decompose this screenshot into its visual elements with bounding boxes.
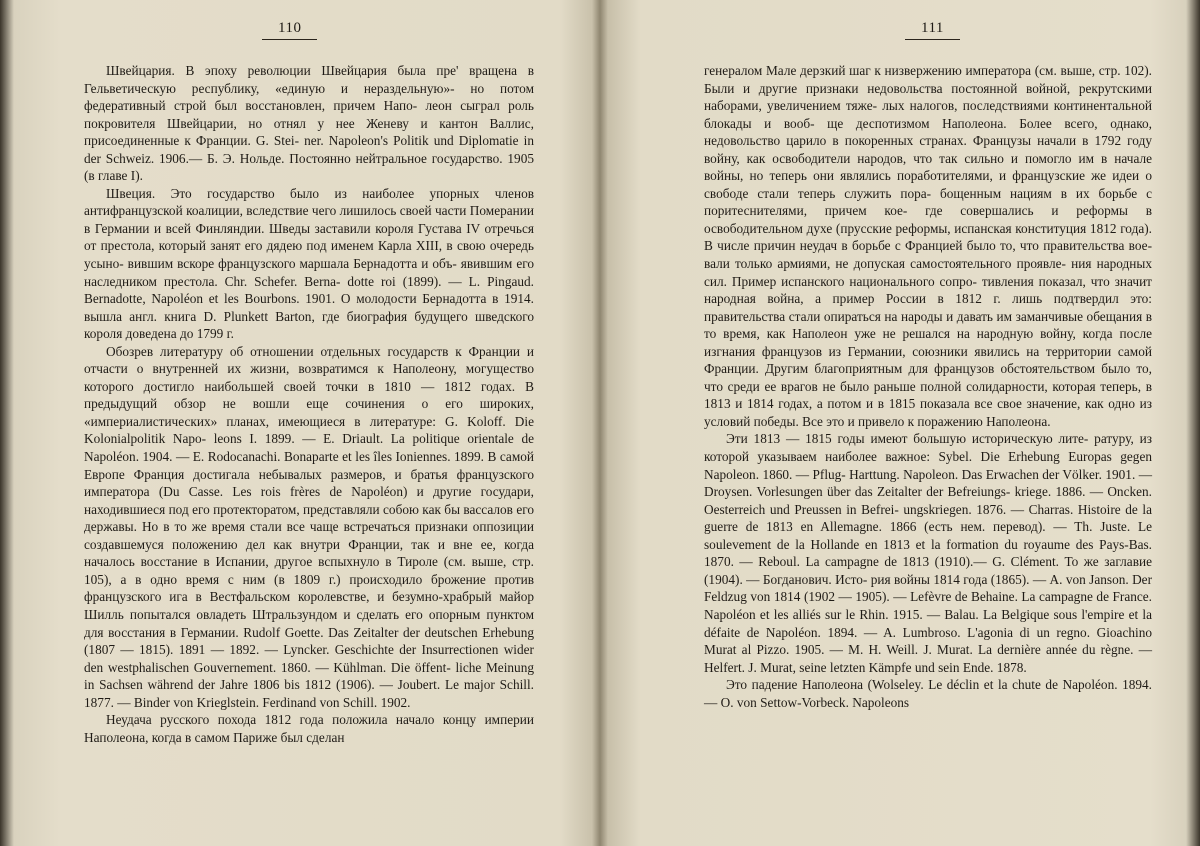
paragraph: генералом Мале дерзкий шаг к низвержению императора (см. выше, стр. 102). Были и другие признаки недовольства постоянной войной, рекрутскими наборами, увеличением тяже- лых налогов, последствиями континентальной блокады и вооб- ще деспотизмом Наполеона. Более всего, однако, недовольство царило в покоренных странах. Французы начали в 1792 году войну, как освободители народов, что так сильно и помогло им в начале войны, но теперь они являлись поработителями, и французские же идеи о свободе стали теперь служить пора- бощенным нациям в их борьбе с поритеснителями, причем кое- где совершались и реформы в освободительном духе (прусские реформы, испанская конституция 1812 года). В числе причин неудач в борьбе с Францией было то, что правительства вое- вали только армиями, не допуская самостоятельного проявле- ния народных сил. Пример испанского национального сопро- тивления показал, что значит народная война, а пример России в 1812 г. лишь подтвердил это: правительства стали опираться на народы и давать им заманчивые обещания в то время, как Наполеон уже не решался на народную войну, когда после изгнания французов из Германии, союзники явились на территории самой Франции. Другим благоприятным для французов обстоятельством было то, что среди ее врагов не было раньше полной солидарности, которая теперь, в 1813 и 1814 годах, а потом и в 1815 показала все свое значение, как одно из условий победы. Все это и привело к поражению Наполеона. xyxy=(704,63,1152,429)
page-number: 110 xyxy=(262,20,317,40)
paragraph: Неудача русского похода 1812 года положила начало концу империи Наполеона, когда в самом Париже был сделан xyxy=(84,712,534,745)
paragraph: Швеция. Это государство было из наиболее упорных членов антифранцузской коалиции, вследствие чего лишилось своей части Померании в Германии и всей Финляндии. Шведы заставили короля Густава IV отречься от престола, который занят его дядею под именем Карла XIII, в свою очередь усыно- вившим вскоре французского маршала Бернадотта и объ- явившим его наследником престола. Chr. Schefer. Berna- dotte roi (1899). — L. Pingaud. Bernadotte, Napoléon et les Bourbons. 1901. О молодости Бернадотта в 1914. вышла англ. книга D. Plunkett Barton, где биография будущего шведского короля доведена до 1799 г. xyxy=(84,185,534,342)
paragraph: Обозрев литературу об отношении отдельных государств к Франции и отчасти о внутренней их жизни, возвратимся к Наполеону, могущество которого достигло наибольшей своей точки в 1810 — 1812 годах. В предыдущий обзор не вошли еще сочинения о его широких, «империалистических» планах, имеющиеся в литературе: G. Koloff. Die Kolonialpolitik Napo- leons I. 1899. — E. Driault. La politique orientale de Napoléon. 1904. — E. Rodocanachi. Bonaparte et les îles Ioniennes. 1899. В самой Европе Франция достигала небывалых размеров, и братья французского императора (Du Casse. Les rois frères de Napoléon) и другие государи, находившиеся под его протекторатом, представляли собою как бы вассалов его державы. Но в то же время стали все чаще встречаться признаки оппозиции создавшемуся положению дел как внутри Франции, так и вне ее, когда началось восстание в Испании, другое вспыхнуло в Тироле (см. выше, стр. 105), а в одно время с ним (в 1809 г.) происходило брожение против французского ига в Вестфальском королевстве, и безумно-храбрый майор Шилль попытался овладеть Штральзундом и сделать его опорным пунктом для восстания в Германии. Rudolf Goette. Das Zeitalter der deutschen Erhebung (1807 — 1815). 1891 — 1892. — Lyncker. Geschichte der Insurrectionen wider den westphalischen Gouvernement. 1860. — Kühlman. Die öffent- liche Meinung in Sachsen während der Jahre 1806 bis 1812 (1906). — Joubert. Le major Schill. 1877. — Binder von Krieglstein. Ferdinand von Schill. 1902. xyxy=(84,343,534,710)
page-number: 111 xyxy=(905,20,960,40)
right-page xyxy=(600,0,1200,846)
paragraph: Швейцария. В эпоху революции Швейцария была пре' вращена в Гельветическую республику, «единую и нераздельную»- но потом федеративный строй был восстановлен, причем Напо- леон сыграл роль покровителя Швейцарии, но отнял у нее Женеву и кантон Валлис, присоединенные к Франции. G. Stei- ner. Napoleon's Politik und Diplomatie in der Schweiz. 1906.— Б. Э. Нольде. Постоянно нейтральное государство. 1905 (в главе I). xyxy=(84,63,534,184)
paragraph: Это падение Наполеона (Wolseley. Le déclin et la chute de Napoléon. 1894. — O. von Settow-Vorbeck. Napoleons xyxy=(704,677,1152,710)
page-body xyxy=(84,62,534,746)
paragraph: Эти 1813 — 1815 годы имеют большую историческую лите- ратуру, из которой указываем наиболее важное: Sybel. Die Erhebung Europas gegen Napoleon. 1860. — Pflug- Harttung. Napoleon. Das Erwachen der Völker. 1901. — Droysen. Vorlesungen über das Zeitalter der Befreiungs- kriege. 1886. — Oncken. Oesterreich und Preussen in Befrei- ungskriegen. 1876. — Charras. Histoire de la guerre de 1813 en Allemagne. 1866 (есть нем. перевод). — Th. Juste. Le soulevement de la Hollande en 1813 et la formation du royaume des Pays-Bas. 1870. — Reboul. La campagne de 1813 (1910).— G. Clément. То же заглавие (1904). — Богданович. Исто- рия войны 1814 года (1865). — A. von Janson. Der Feldzug von 1814 (1902 — 1905). — Lefèvre de Behaine. La campagne de France. Napoléon et les alliés sur le Rhin. 1915. — Balau. La Belgique sous l'empire et la défaite de Napoléon. 1894. — A. Lumbroso. L'agonia di un regno. Gioachino Murat al Pizzo. 1905. — M. H. Weill. J. Murat. La dernière année du règne. — Helfert. J. Murat, seine letzten Kämpfe und sein Ende. 1878. xyxy=(704,431,1152,675)
page-body xyxy=(704,62,1152,711)
